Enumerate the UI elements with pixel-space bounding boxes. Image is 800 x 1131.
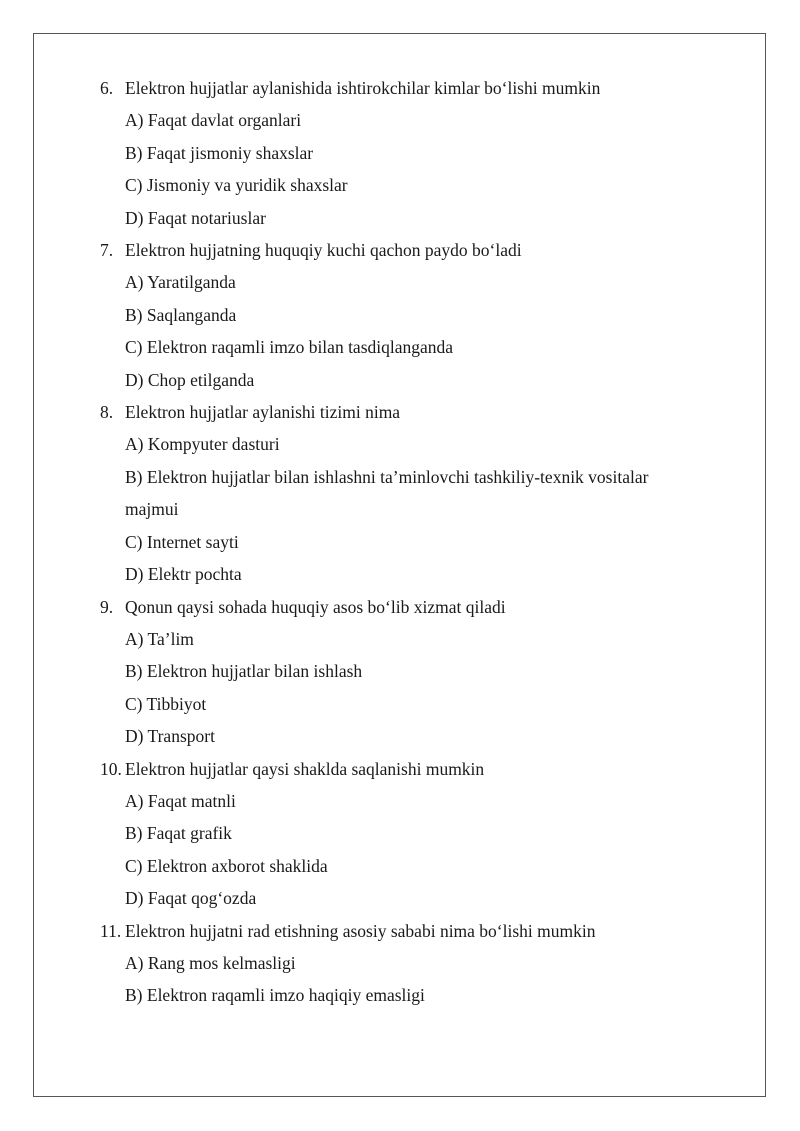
answer-option: C) Internet sayti <box>125 531 239 552</box>
answer-option: B) Elektron raqamli imzo haqiqiy emasligi <box>125 985 425 1006</box>
question-block <box>100 915 700 1012</box>
answer-option: C) Tibbiyot <box>125 693 207 714</box>
answer-option: B) Faqat grafik <box>125 823 232 844</box>
question-block <box>100 72 700 234</box>
question-block <box>100 234 700 396</box>
answer-option: A) Faqat matnli <box>125 790 236 811</box>
question-block <box>100 396 700 590</box>
question-text: Elektron hujjatlar aylanishida ishtirokchilar kimlar bo‘lishi mumkin <box>125 78 601 98</box>
question-number: 10. <box>100 758 122 779</box>
question-number: 9. <box>100 596 114 617</box>
answer-option: B) Saqlanganda <box>125 304 237 325</box>
answer-option: C) Elektron raqamli imzo bilan tasdiqlanganda <box>125 337 454 358</box>
question-text: Elektron hujjatning huquqiy kuchi qachon paydo bo‘ladi <box>125 240 522 261</box>
answer-option: C) Elektron axborot shaklida <box>125 855 328 876</box>
answer-option: B) Faqat jismoniy shaxslar <box>125 142 314 163</box>
question <box>100 915 700 947</box>
question <box>100 591 700 623</box>
answer-option: A) Yaratilganda <box>125 272 236 293</box>
question-number: 7. <box>100 240 114 261</box>
question-text: Qonun qaysi sohada huquqiy asos bo‘lib xizmat qiladi <box>125 596 506 617</box>
answer-option: D) Chop etilganda <box>125 369 255 390</box>
answer-option: D) Transport <box>125 726 215 747</box>
answer-option: D) Faqat notariuslar <box>125 207 266 228</box>
answer-option: B) Elektron hujjatlar bilan ishlash <box>125 661 363 682</box>
answer-option: D) Faqat qog‘ozda <box>125 888 257 909</box>
answer-option: D) Elektr pochta <box>125 564 242 585</box>
answer-option: C) Jismoniy va yuridik shaxslar <box>125 175 348 196</box>
question-text: Elektron hujjatni rad etishning asosiy sababi nima bo‘lishi mumkin <box>125 920 596 941</box>
question <box>100 234 700 266</box>
question-block <box>100 753 700 915</box>
answer-option: A) Kompyuter dasturi <box>125 434 280 455</box>
question-number: 11. <box>100 920 122 941</box>
question-number: 8. <box>100 402 114 423</box>
question-text: Elektron hujjatlar qaysi shaklda saqlanishi mumkin <box>125 758 485 779</box>
answer-option: A) Rang mos kelmasligi <box>125 952 296 973</box>
question <box>100 72 700 104</box>
question-text: Elektron hujjatlar aylanishi tizimi nima <box>125 402 401 423</box>
answer-option: B) Elektron hujjatlar bilan ishlashni ta’minlovchi tashkiliy-texnik vositalar majmui <box>125 466 649 520</box>
question <box>100 753 700 785</box>
question-list <box>100 72 700 1012</box>
question-block <box>100 591 700 753</box>
question-number: 6. <box>100 78 114 98</box>
answer-option: A) Faqat davlat organlari <box>125 110 302 131</box>
answer-option: A) Ta’lim <box>125 628 194 649</box>
question <box>100 396 700 428</box>
